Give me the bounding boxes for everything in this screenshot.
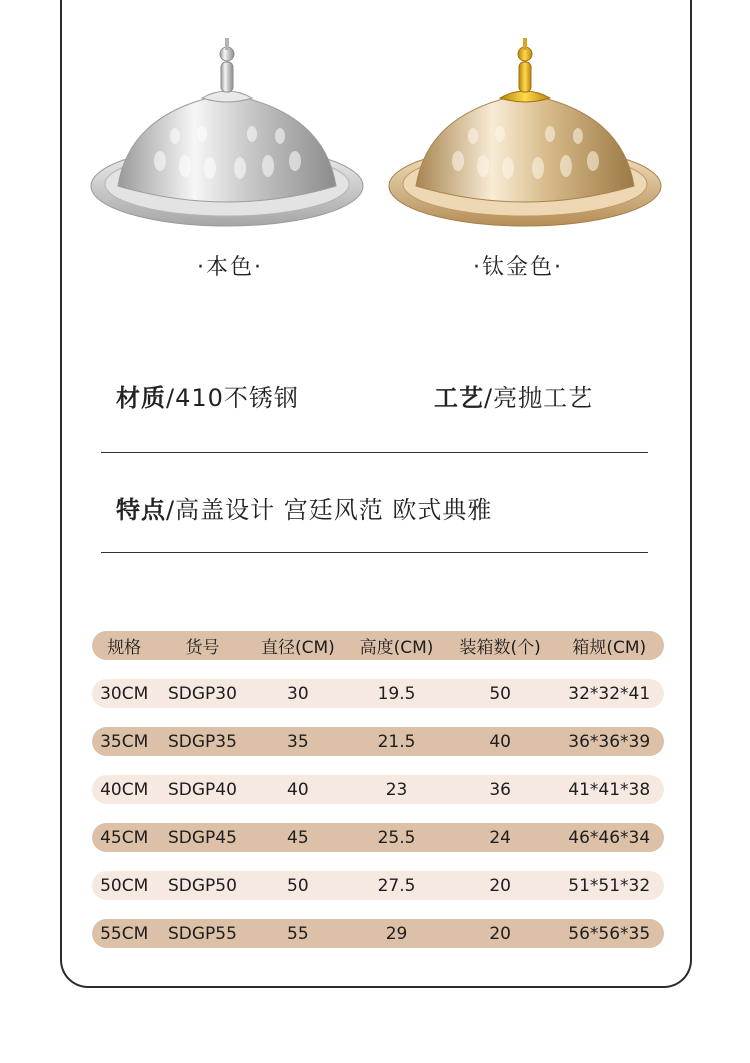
cell-diameter: 30 bbox=[249, 679, 348, 708]
spec-feature bbox=[116, 490, 492, 525]
product-label-silver: ·本色· bbox=[197, 255, 263, 280]
cell-spec: 55CM bbox=[92, 919, 156, 948]
spec-craft-value: /亮抛工艺 bbox=[484, 384, 594, 412]
cell-diameter: 50 bbox=[249, 871, 348, 900]
cell-height: 29 bbox=[347, 919, 446, 948]
cell-height: 25.5 bbox=[347, 823, 446, 852]
table-row bbox=[92, 823, 664, 852]
header-spec: 规格 bbox=[92, 631, 156, 660]
header-carton-size: 箱规(CM) bbox=[554, 631, 664, 660]
cell-height: 21.5 bbox=[347, 727, 446, 756]
cell-spec: 50CM bbox=[92, 871, 156, 900]
table-row bbox=[92, 919, 664, 948]
divider-bottom bbox=[101, 552, 648, 553]
spec-material bbox=[116, 378, 299, 413]
cell-sku: SDGP35 bbox=[156, 727, 248, 756]
cell-spec: 40CM bbox=[92, 775, 156, 804]
cell-pack-qty: 50 bbox=[446, 679, 555, 708]
cell-sku: SDGP45 bbox=[156, 823, 248, 852]
cell-carton-size: 46*46*34 bbox=[554, 823, 664, 852]
cell-spec: 35CM bbox=[92, 727, 156, 756]
cell-diameter: 55 bbox=[249, 919, 348, 948]
cell-pack-qty: 40 bbox=[446, 727, 555, 756]
table-row bbox=[92, 775, 664, 804]
cell-carton-size: 36*36*39 bbox=[554, 727, 664, 756]
cell-pack-qty: 20 bbox=[446, 871, 555, 900]
cell-pack-qty: 36 bbox=[446, 775, 555, 804]
cell-diameter: 45 bbox=[249, 823, 348, 852]
cell-height: 27.5 bbox=[347, 871, 446, 900]
spec-craft bbox=[434, 378, 593, 413]
cell-sku: SDGP40 bbox=[156, 775, 248, 804]
header-pack-qty: 装箱数(个) bbox=[446, 631, 555, 660]
spec-feature-key: 特点 bbox=[116, 496, 166, 524]
cell-pack-qty: 20 bbox=[446, 919, 555, 948]
cell-sku: SDGP30 bbox=[156, 679, 248, 708]
spec-craft-key: 工艺 bbox=[434, 384, 484, 412]
spec-material-value: /410不锈钢 bbox=[166, 384, 299, 412]
cell-spec: 30CM bbox=[92, 679, 156, 708]
cell-pack-qty: 24 bbox=[446, 823, 555, 852]
spec-table bbox=[92, 612, 664, 967]
cell-sku: SDGP50 bbox=[156, 871, 248, 900]
header-sku: 货号 bbox=[156, 631, 248, 660]
cell-height: 23 bbox=[347, 775, 446, 804]
product-image-gold bbox=[388, 36, 663, 232]
header-diameter: 直径(CM) bbox=[249, 631, 348, 660]
product-label-gold: ·钛金色· bbox=[473, 255, 563, 280]
cell-sku: SDGP55 bbox=[156, 919, 248, 948]
header-height: 高度(CM) bbox=[347, 631, 446, 660]
divider-top bbox=[101, 452, 648, 453]
spec-feature-value: /高盖设计 宫廷风范 欧式典雅 bbox=[166, 496, 493, 524]
table-row bbox=[92, 679, 664, 708]
product-image-silver bbox=[90, 36, 365, 232]
cell-carton-size: 32*32*41 bbox=[554, 679, 664, 708]
cell-diameter: 35 bbox=[249, 727, 348, 756]
cell-spec: 45CM bbox=[92, 823, 156, 852]
spec-material-key: 材质 bbox=[116, 384, 166, 412]
cell-carton-size: 41*41*38 bbox=[554, 775, 664, 804]
table-row bbox=[92, 871, 664, 900]
cell-height: 19.5 bbox=[347, 679, 446, 708]
cell-diameter: 40 bbox=[249, 775, 348, 804]
table-row bbox=[92, 727, 664, 756]
cell-carton-size: 56*56*35 bbox=[554, 919, 664, 948]
cell-carton-size: 51*51*32 bbox=[554, 871, 664, 900]
table-header-row bbox=[92, 631, 664, 660]
